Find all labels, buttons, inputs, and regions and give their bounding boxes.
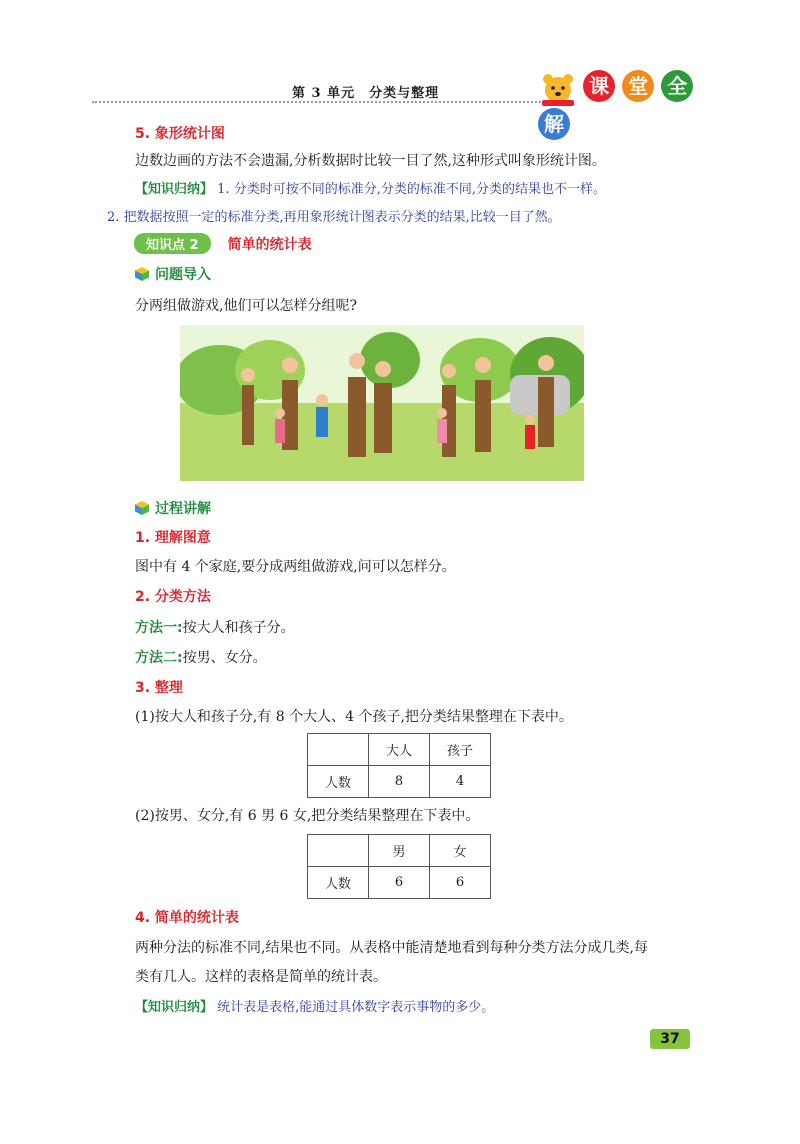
knowledge-point-header: [134, 233, 312, 254]
knowledge-point-badge: 知识点 2: [134, 233, 211, 254]
table-row-label: 人数: [308, 766, 369, 798]
table-row: [308, 867, 491, 899]
table-cell: 6: [369, 867, 430, 899]
families-illustration: [180, 325, 584, 481]
stat-table-1: [307, 733, 491, 798]
table-row-label: 人数: [308, 867, 369, 899]
table-cell-empty: [308, 835, 369, 867]
process-heading-row: [135, 498, 211, 518]
step4-text-line2: 类有几人。这样的表格是简单的统计表。: [135, 969, 387, 985]
intro-heading-row: [135, 264, 211, 284]
section5-text: 边数边画的方法不会遗漏,分析数据时比较一目了然,这种形式叫象形统计图。: [135, 153, 606, 169]
knowledge-point-title: 简单的统计表: [227, 237, 312, 253]
method1-label: 方法一:: [135, 620, 183, 636]
header-divider: [92, 101, 544, 103]
table-header-cell: 大人: [369, 734, 430, 766]
step4-text-line1: 两种分法的标准不同,结果也不同。从表格中能清楚地看到每种分类方法分成几类,每: [135, 940, 648, 956]
table-cell-empty: [308, 734, 369, 766]
note-tag: 【知识归纳】: [135, 1000, 214, 1015]
note-text: 统计表是表格,能通过具体数字表示事物的多少。: [217, 1000, 495, 1015]
step1-heading: 1. 理解图意: [135, 530, 211, 546]
section5-note: [135, 178, 606, 197]
process-note: [135, 996, 494, 1015]
cube-icon: [135, 501, 149, 515]
table-row: [308, 835, 491, 867]
note-line-1: 1. 分类时可按不同的标准分,分类的标准不同,分类的结果也不一样。: [217, 182, 606, 197]
table-cell: 4: [430, 766, 491, 798]
logo-char-4: 解: [538, 108, 570, 140]
page-number: 37: [650, 1029, 690, 1049]
part2-text: (2)按男、女分,有 6 男 6 女,把分类结果整理在下表中。: [135, 808, 480, 824]
intro-heading: 问题导入: [155, 267, 211, 283]
logo: [538, 68, 718, 136]
step2-heading: 2. 分类方法: [135, 589, 211, 605]
method1: [135, 617, 295, 637]
table-row: [308, 734, 491, 766]
table-cell: 6: [430, 867, 491, 899]
cube-icon: [135, 267, 149, 281]
bear-mascot-icon: [538, 68, 578, 108]
step3-heading: 3. 整理: [135, 680, 183, 696]
method2-text: 按男、女分。: [182, 650, 267, 666]
intro-question: 分两组做游戏,他们可以怎样分组呢?: [135, 298, 357, 314]
table-cell: 8: [369, 766, 430, 798]
logo-char-2: 堂: [622, 70, 654, 102]
section5-heading: 5. 象形统计图: [135, 126, 225, 142]
table-row: [308, 766, 491, 798]
families-playing-image: [180, 325, 584, 481]
stat-table-2: [307, 834, 491, 899]
table-header-cell: 女: [430, 835, 491, 867]
method2-label: 方法二:: [135, 650, 183, 666]
part1-text: (1)按大人和孩子分,有 8 个大人、4 个孩子,把分类结果整理在下表中。: [135, 709, 573, 725]
note-tag: 【知识归纳】: [135, 182, 214, 197]
table-header-cell: 男: [369, 835, 430, 867]
method2: [135, 647, 267, 667]
table-header-cell: 孩子: [430, 734, 491, 766]
header-title: 第 3 单元 分类与整理: [292, 86, 440, 101]
logo-char-3: 全: [661, 70, 693, 102]
method1-text: 按大人和孩子分。: [182, 620, 295, 636]
step1-text: 图中有 4 个家庭,要分成两组做游戏,问可以怎样分。: [135, 559, 456, 575]
note-line-2: 2. 把数据按照一定的标准分类,再用象形统计图表示分类的结果,比较一目了然。: [107, 210, 561, 225]
logo-char-1: 课: [583, 70, 615, 102]
step4-heading: 4. 简单的统计表: [135, 910, 239, 926]
process-heading: 过程讲解: [155, 501, 211, 517]
